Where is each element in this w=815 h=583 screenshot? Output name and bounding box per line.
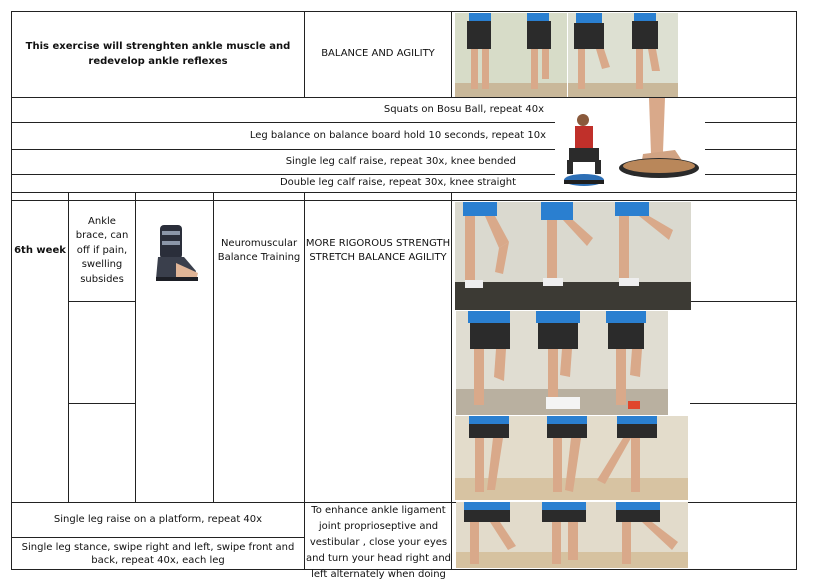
photo-balance-pad [456,311,668,415]
stance-exercise: Single leg stance, swipe right and left, swipe front and back, repeat 40x, each leg [21,541,295,566]
exercise-row-4: Double leg calf raise, repeat 30x, knee straight [279,177,516,189]
photo-leg-swing [455,416,688,500]
vestibular-note: To enhance ankle ligament joint proprioseptive and vestibular , close your eyes and turn your head right and left alternately when doing [306,505,451,580]
platform-exercise: Single leg raise on a platform, repeat 40x [53,513,263,525]
category-title: BALANCE AND AGILITY [321,48,435,60]
photo-stance-swipe [456,502,688,568]
week-label: 6th week [14,244,66,256]
exercise-description: This exercise will strenghten ankle muscle and redevelop ankle reflexes [25,41,291,67]
photo-balance-board [613,98,705,190]
photo-step-platform [455,202,691,310]
training-focus: MORE RIGOROUS STRENGTH STRETCH BALANCE AGILITY [305,237,451,263]
ankle-brace-image [146,223,202,285]
photo-step-exercise-1 [455,13,567,97]
photo-bosu-squat [555,98,613,190]
exercise-row-2: Leg balance on balance board hold 10 seconds, repeat 10x [249,129,546,141]
photo-step-exercise-2 [568,13,678,97]
exercise-row-3: Single leg calf raise, repeat 30x, knee bended [285,155,516,167]
training-type: Neuromuscular Balance Training [217,237,301,263]
exercise-row-1: Squats on Bosu Ball, repeat 40x [383,103,544,115]
brace-note: Ankle brace, can off if pain, swelling subsides [75,215,129,285]
